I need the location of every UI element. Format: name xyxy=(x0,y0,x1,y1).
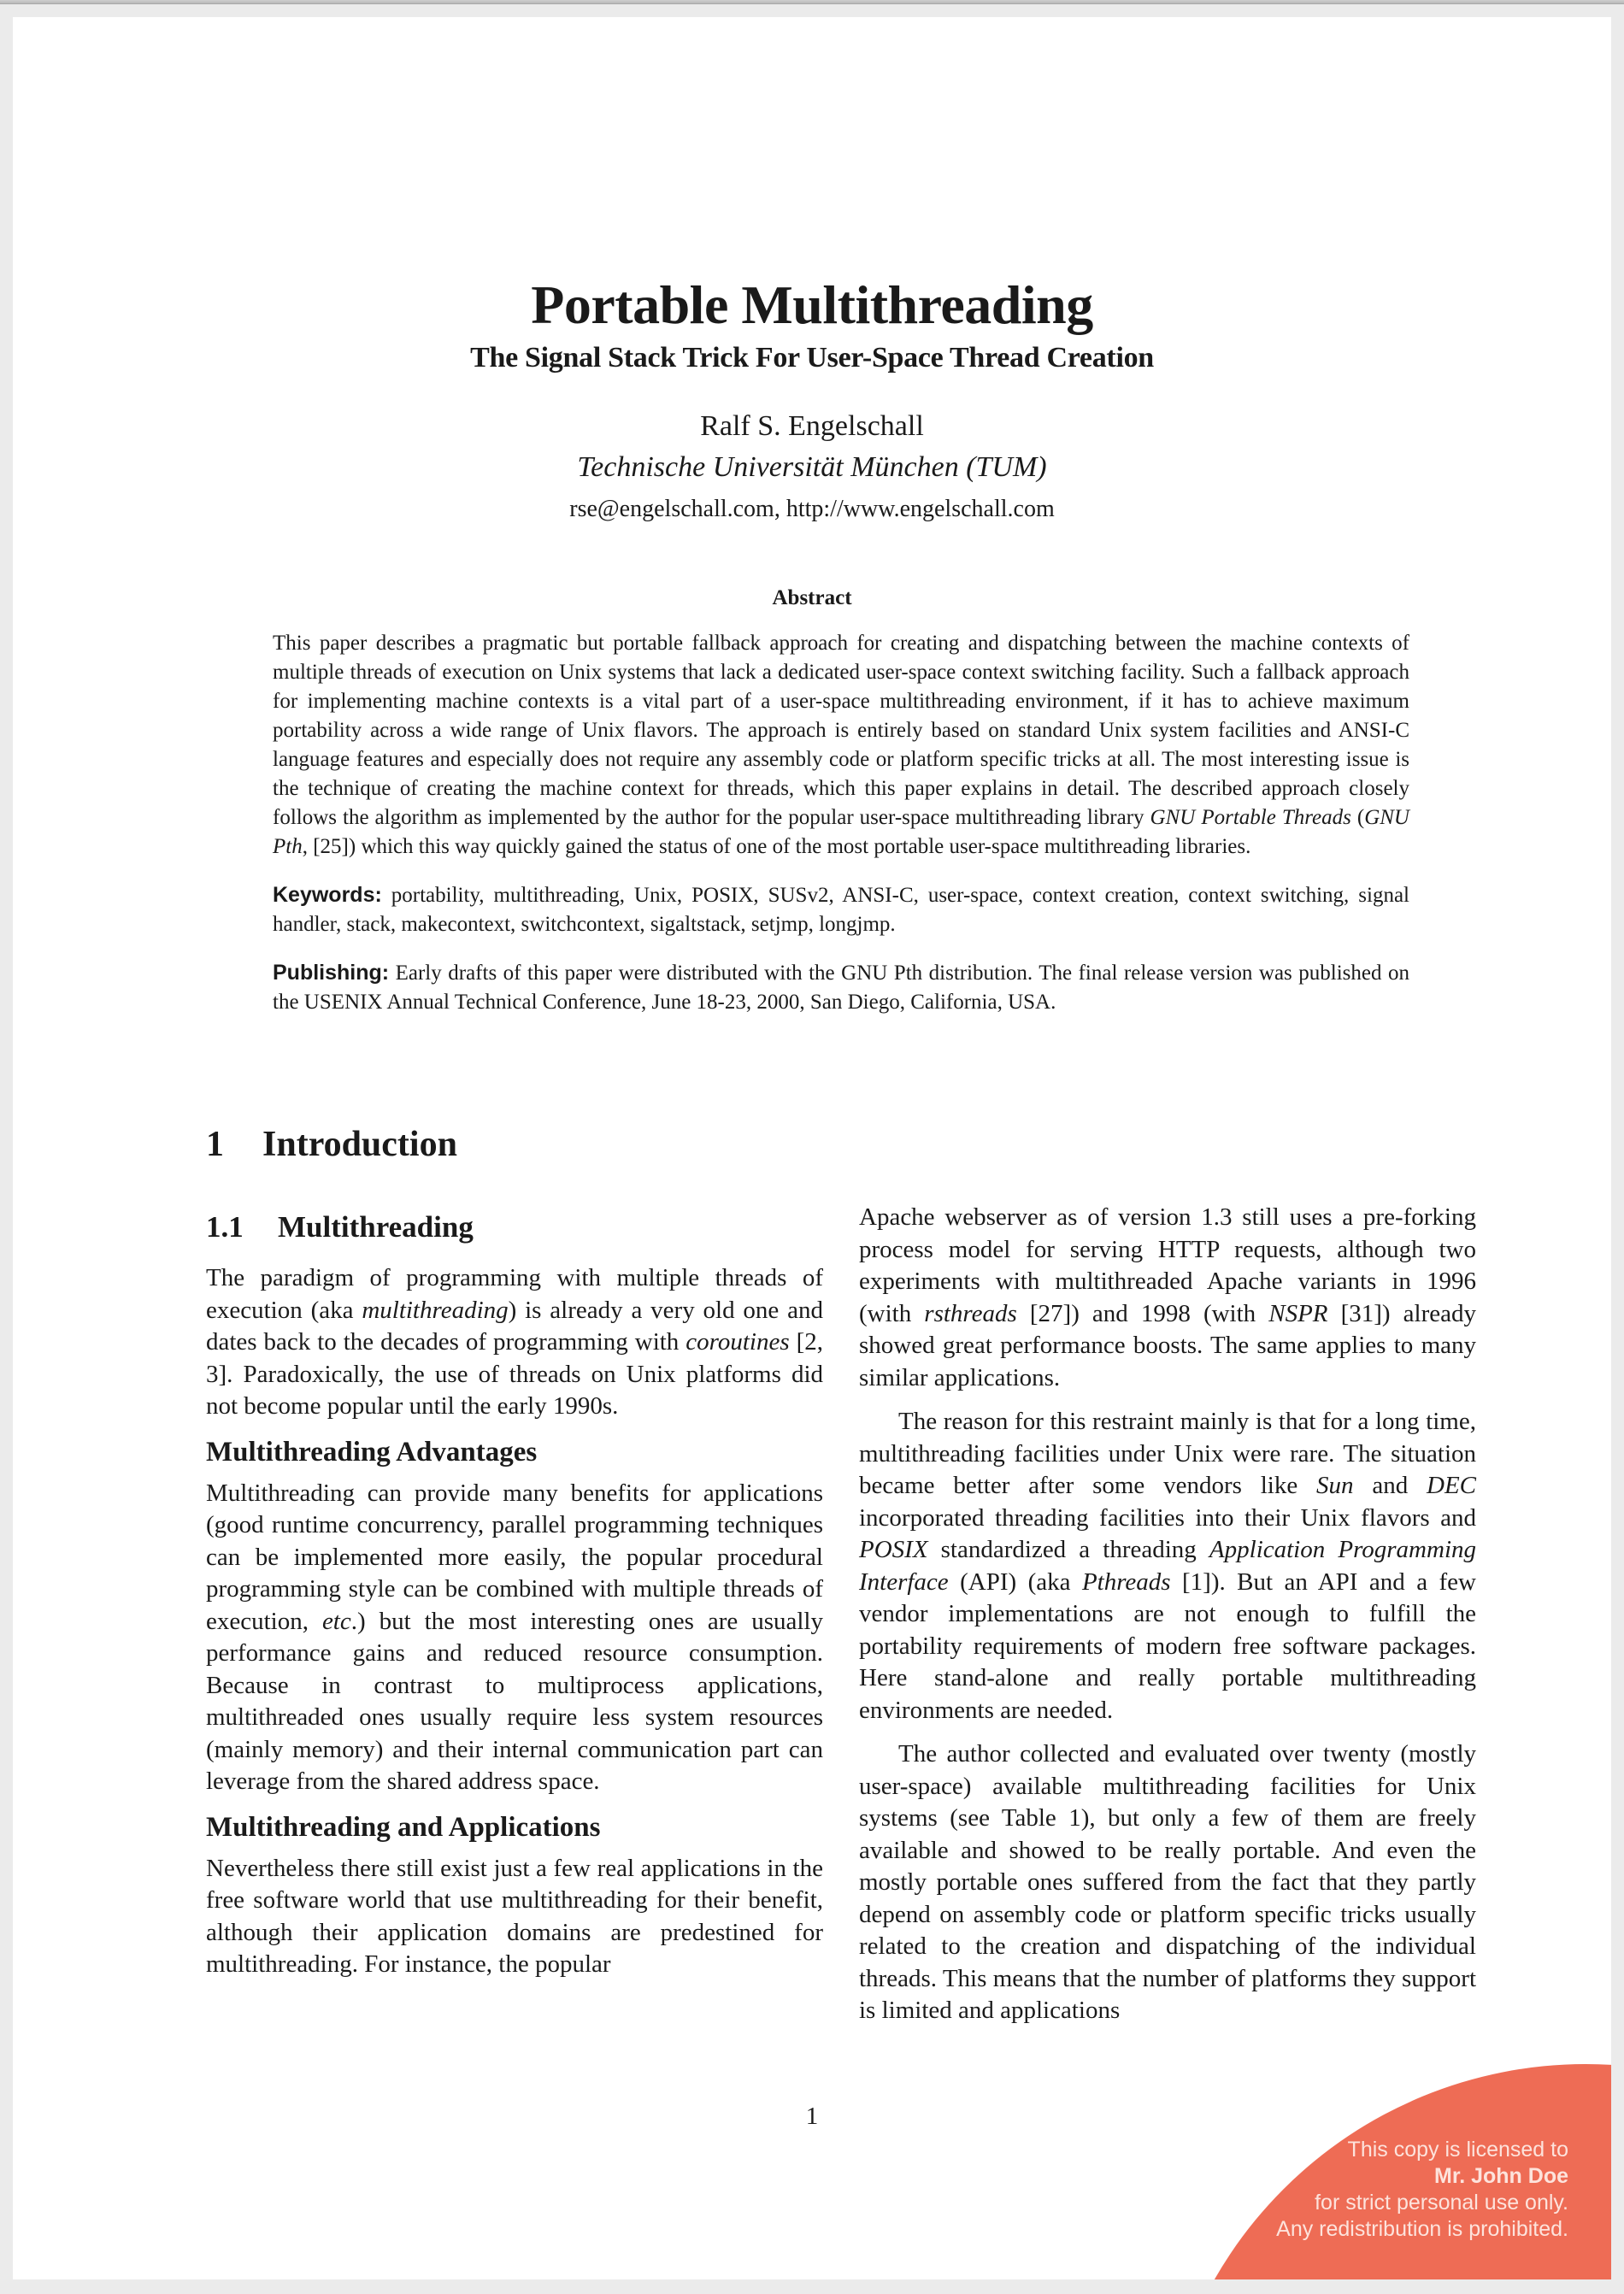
text: Multithreading can provide many benefits for applications (good runtime concurrency, parallel programming techniques can be implemented more easily, the popular procedural programming style can be combined with multiple threads of execution, xyxy=(206,1479,823,1635)
subsection-number: 1.1 xyxy=(206,1210,244,1244)
author-name: Ralf S. Engelschall xyxy=(700,410,924,442)
abstract-text: ( xyxy=(1350,806,1365,829)
text: The reason for this restraint mainly is that for a long time, multithreading facilities under Unix were rare. The situation became better after some vendors like xyxy=(859,1408,1476,1499)
author-affiliation: Technische Universität München (TUM) xyxy=(577,451,1047,483)
author-contact: rse@engelschall.com, http://www.engelschall.com xyxy=(569,496,1055,522)
section-number: 1 xyxy=(206,1125,224,1164)
paragraph xyxy=(206,1262,823,1423)
text: standardized a threading xyxy=(927,1536,1209,1563)
keywords xyxy=(273,880,1409,939)
left-column xyxy=(206,1209,823,1981)
paragraph xyxy=(859,1202,1476,1394)
licensee-name: Mr. John Doe xyxy=(1434,2164,1568,2188)
section-heading-introduction xyxy=(206,1124,457,1165)
watermark-line: Any redistribution is prohibited. xyxy=(1276,2217,1568,2241)
abstract-body xyxy=(273,629,1409,862)
publishing xyxy=(273,958,1409,1017)
emphasis: multithreading xyxy=(362,1296,509,1324)
text: ) is already a very old one and dates back to the decades of programming with xyxy=(206,1296,824,1356)
emphasis: Application Programming Interface xyxy=(859,1536,1477,1596)
emphasis: POSIX xyxy=(859,1536,928,1563)
publishing-text: Early drafts of this paper were distributed with the GNU Pth distribution. The final release version was published on the USENIX Annual Technical Conference, June 18-23, 2000, San Diego, California, USA. xyxy=(273,962,1409,1014)
paragraph: The author collected and evaluated over twenty (mostly user-space) available multithreading facilities for Unix systems (see Table 1), but only a few of them are freely available and showed to be really portable. And even the mostly portable ones suffered from the fact that they partly depend on assembly code or platform specific tricks usually related to the creation and dispatching of the individual threads. This means that the number of platforms they support is limited and applications xyxy=(859,1740,1476,2024)
emphasis: coroutines xyxy=(685,1328,790,1356)
keywords-label: Keywords: xyxy=(273,883,382,907)
paragraph xyxy=(859,1406,1476,1726)
keywords-text: portability, multithreading, Unix, POSIX, SUSv2, ANSI-C, user-space, context creation, context switching, signal handler, stack, makecontext, switchcontext, sigaltstack, setjmp, longjmp. xyxy=(273,884,1409,936)
abstract-block xyxy=(273,629,1409,1036)
text: (API) (aka xyxy=(948,1568,1082,1596)
text: [1]). But an API and a few vendor implementations are not enough to fulfill the portability requirements of modern free software packages. Here stand-alone and really portable multithreading environments are needed. xyxy=(859,1568,1476,1724)
heading-multithreading-and-applications: Multithreading and Applications xyxy=(206,1811,601,1843)
text: and xyxy=(1353,1472,1427,1499)
license-watermark-text xyxy=(1276,2137,1568,2243)
abstract-emphasis: GNU Portable Threads xyxy=(1150,806,1351,829)
abstract-heading: Abstract xyxy=(772,586,852,609)
text: [27]) and 1998 (with xyxy=(1016,1299,1269,1327)
emphasis: Pthreads xyxy=(1081,1568,1171,1596)
viewer-top-edge xyxy=(0,0,1624,4)
abstract-text: , [25]) which this way quickly gained the status of one of the most portable user-space multithreading libraries. xyxy=(302,835,1251,858)
abstract-text: This paper describes a pragmatic but portable fallback approach for creating and dispatching between the machine contexts of multiple threads of execution on Unix systems that lack a dedicated user-space context switching facility. Such a fallback approach for implementing machine contexts is a vital part of a user-space multithreading environment, if it has to achieve maximum portability across a wide range of Unix flavors. The approach is entirely based on standard Unix system facilities and ANSI-C language features and especially does not require any assembly code or platform specific tricks at all. The most interesting issue is the technique of creating the machine context for threads, which this paper explains in detail. The described approach closely follows the algorithm as implemented by the author for the popular user-space multithreading library xyxy=(273,632,1409,829)
abstract-emphasis: GNU Pth xyxy=(273,806,1409,858)
text: The paradigm of programming with multiple threads of execution (aka xyxy=(206,1264,823,1324)
publishing-label: Publishing: xyxy=(273,961,390,985)
emphasis: rsthreads xyxy=(924,1299,1017,1327)
watermark-line: for strict personal use only. xyxy=(1315,2191,1568,2215)
text: [31]) already showed great performance boosts. The same applies to many similar applications. xyxy=(859,1299,1476,1391)
text: Apache webserver as of version 1.3 still uses a pre-forking process model for serving HTTP requests, although two experiments with multithreaded Apache variants in 1996 (with xyxy=(859,1203,1476,1327)
subsection-title: Multithreading xyxy=(278,1210,474,1244)
text: incorporated threading facilities into their Unix flavors and xyxy=(859,1503,1476,1532)
emphasis: Sun xyxy=(1316,1472,1354,1499)
pdf-page xyxy=(13,17,1611,2279)
page-number: 1 xyxy=(805,2103,819,2130)
text: [2, 3]. Paradoxically, the use of threads on Unix platforms did not become popular until the early 1990s. xyxy=(206,1328,823,1420)
paper-subtitle: The Signal Stack Trick For User-Space Thread Creation xyxy=(470,342,1154,374)
paragraph: Nevertheless there still exist just a few real applications in the free software world that use multithreading for their benefit, although their application domains are predestined for multithreading. For instance, the popular xyxy=(206,1854,823,1978)
right-column xyxy=(859,1202,1476,2027)
emphasis: etc xyxy=(321,1607,351,1635)
subsection-heading-multithreading xyxy=(206,1209,823,1245)
paper-title: Portable Multithreading xyxy=(531,274,1093,335)
paragraph xyxy=(206,1478,823,1798)
heading-multithreading-advantages: Multithreading Advantages xyxy=(206,1436,538,1468)
section-title: Introduction xyxy=(262,1125,457,1164)
emphasis: NSPR xyxy=(1268,1299,1328,1327)
watermark-line: This copy is licensed to xyxy=(1347,2138,1568,2162)
emphasis: DEC xyxy=(1427,1472,1476,1499)
text: .) but the most interesting ones are usually performance gains and reduced resource consumption. Because in contrast to multiprocess applications, multithreaded ones usually require less system resources (mainly memory) and their internal communication part can leverage from the shared address space. xyxy=(206,1607,823,1795)
